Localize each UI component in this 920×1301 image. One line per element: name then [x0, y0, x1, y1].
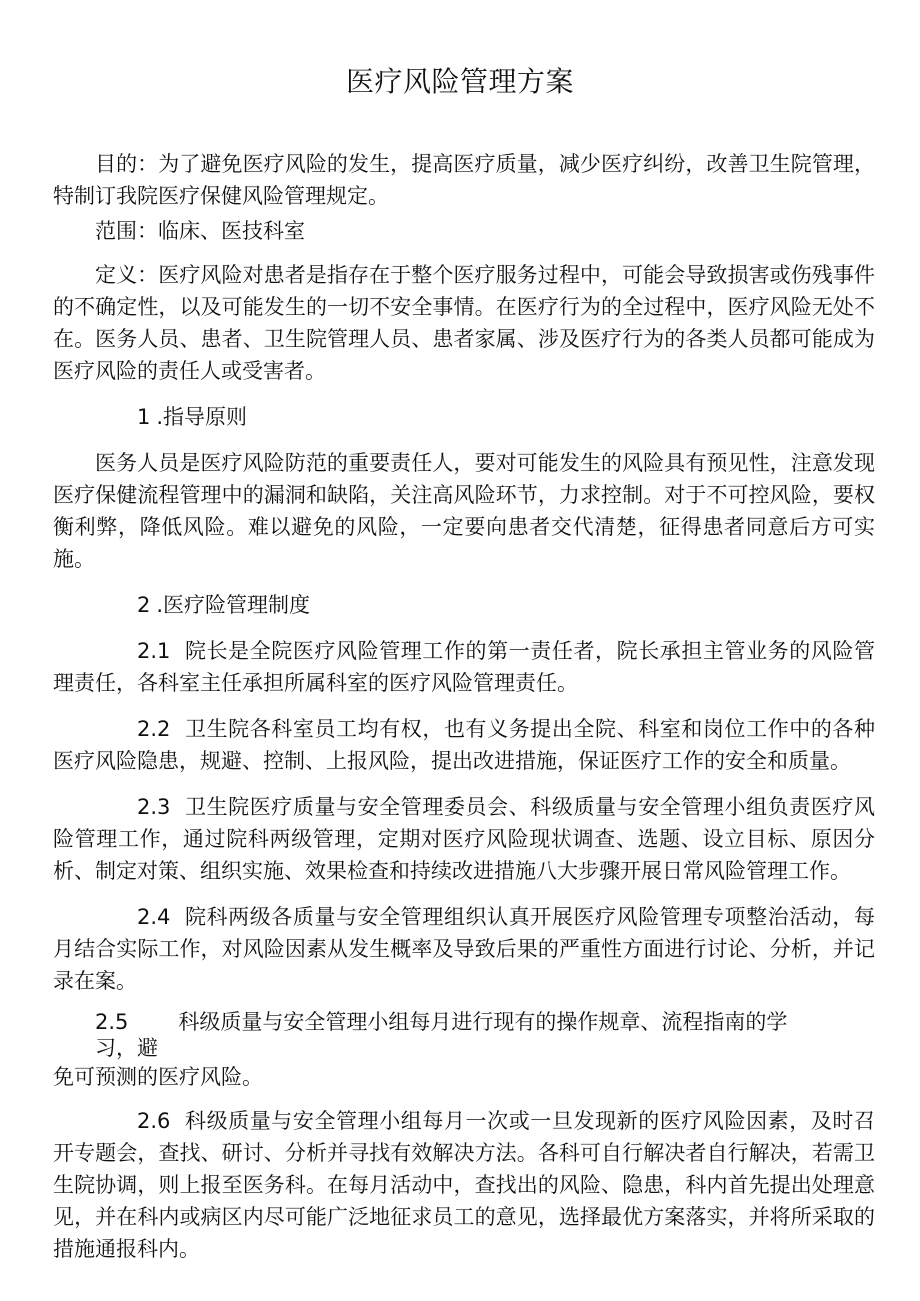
- clause-number: 2.6: [137, 1109, 171, 1133]
- section-2-title: .医疗险管理制度: [156, 593, 311, 617]
- section-1-title: .指导原则: [156, 405, 248, 429]
- document-title: 医疗风险管理方案: [345, 65, 574, 98]
- clause-text: 科级质量与安全管理小组每月一次或一旦发现新的医疗风险因素，及时召开专题会，查找、研讨、分析并寻找有效解决方法。各科可自行解决者自行解决，若需卫生院协调，则上报至医务科。在每月活动中，查找出的风险、隐患，科内首先提出处理意见，并在科内或病区内尽可能广泛地征求员工的意见，选择最优方案落实，并将所采取的措施通报科内。: [53, 1109, 875, 1261]
- clause-text: 卫生院各科室员工均有权，也有义务提出全院、科室和岗位工作中的各种医疗风险隐患，规避、控制、上报风险，提出改进措施，保证医疗工作的安全和质量。: [53, 717, 875, 773]
- clause-2-6: [53, 1105, 875, 1265]
- clause-number: 2.1: [137, 639, 171, 663]
- section-1-number: 1: [137, 405, 151, 429]
- clause-2-5-line-3: 免可预测的医疗风险。: [53, 1065, 263, 1089]
- clause-text: 院长是全院医疗风险管理工作的第一责任者，院长承担主管业务的风险管理责任，各科室主任承担所属科室的医疗风险管理责任。: [53, 639, 875, 695]
- clause-number: 2.2: [137, 717, 171, 741]
- clause-2-2: [53, 713, 875, 777]
- clause-text: 院科两级各质量与安全管理组织认真开展医疗风险管理专项整治活动，每月结合实际工作，对风险因素从发生概率及导致后果的严重性方面进行讨论、分析，并记录在案。: [53, 905, 875, 993]
- clause-number: 2.3: [137, 795, 171, 819]
- clause-number: 2.4: [137, 905, 171, 929]
- section-2-heading: [53, 589, 875, 621]
- section-1-heading: [53, 401, 875, 433]
- clause-2-4: [53, 901, 875, 997]
- clause-text: 科级质量与安全管理小组每月进行现有的操作规章、流程指南的学: [178, 1010, 788, 1034]
- definition-paragraph: 定义：医疗风险对患者是指存在于整个医疗服务过程中，可能会导致损害或伤残事件的不确定性，以及可能发生的一切不安全事情。在医疗行为的全过程中，医疗风险无处不在。医务人员、患者、卫生院管理人员、患者家属、涉及医疗行为的各类人员都可能成为医疗风险的责任人或受害者。: [53, 263, 875, 383]
- clause-2-5: [53, 1009, 875, 1093]
- scope-paragraph: 范围：临床、医技科室: [95, 219, 305, 243]
- clause-2-1: [53, 635, 875, 699]
- clause-2-5-line-1: [53, 1009, 875, 1035]
- clause-2-3: [53, 791, 875, 887]
- purpose-paragraph: 目的：为了避免医疗风险的发生，提高医疗质量，减少医疗纠纷，改善卫生院管理，特制订我院医疗保健风险管理规定。: [53, 152, 875, 208]
- section-2-number: 2: [137, 593, 151, 617]
- clause-text: 卫生院医疗质量与安全管理委员会、科级质量与安全管理小组负责医疗风险管理工作，通过院科两级管理，定期对医疗风险现状调查、选题、设立目标、原因分析、制定对策、组织实施、效果检查和持续改进措施八大步骤开展日常风险管理工作。: [53, 795, 875, 883]
- document-body: [53, 148, 875, 1265]
- clause-2-5-line-2: 习，避: [95, 1036, 158, 1060]
- clause-number: 2.5: [95, 1010, 129, 1034]
- section-1-body: 医务人员是医疗风险防范的重要责任人，要对可能发生的风险具有预见性，注意发现医疗保健流程管理中的漏洞和缺陷，关注高风险环节，力求控制。对于不可控风险，要权衡利弊，降低风险。难以避免的风险，一定要向患者交代清楚，征得患者同意后方可实施。: [53, 451, 875, 571]
